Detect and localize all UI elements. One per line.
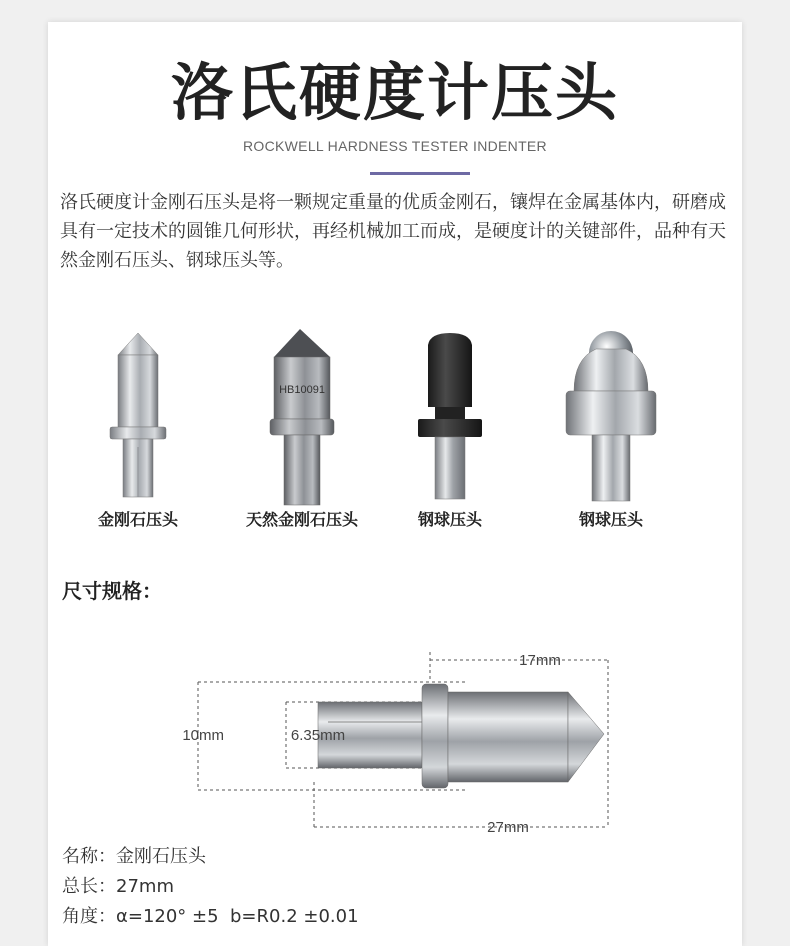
page-title: 洛氏硬度计压头: [170, 56, 619, 129]
dim-label-top-length: 17mm: [519, 652, 561, 669]
product-label-natural-diamond-indenter: 天然金刚石压头: [245, 510, 358, 529]
natural-diamond-indenter-icon: [232, 307, 372, 507]
dim-label-total-length: 27mm: [487, 819, 529, 832]
spec-name-value: 金刚石压头: [116, 846, 206, 867]
spec-length: [62, 872, 174, 898]
dimension-diagram: [168, 622, 628, 832]
spec-angle-value: α=120° ±5 b=R0.2 ±0.01: [116, 906, 359, 927]
diamond-indenter-icon: [68, 307, 208, 507]
product-image-steel-ball-indenter: [380, 307, 520, 507]
dim-label-shank-diameter: 6.35mm: [290, 727, 346, 744]
product-label-steel-ball-indenter-wide: 钢球压头: [578, 510, 643, 529]
spec-angle-label: 角度：: [62, 906, 116, 927]
spec-name: [62, 842, 206, 868]
page-subtitle: ROCKWELL HARDNESS TESTER INDENTER: [243, 138, 547, 154]
dimensions-heading: 尺寸规格：: [62, 579, 162, 603]
steel-ball-indenter-icon: [380, 307, 520, 507]
product-image-steel-ball-indenter-wide: [526, 307, 666, 507]
dim-label-outer-diameter: 10mm: [182, 727, 224, 744]
product-card: [48, 22, 742, 946]
product-image-diamond-indenter: [68, 307, 208, 507]
product-image-natural-diamond-indenter: [232, 307, 372, 507]
spec-length-value: 27mm: [116, 876, 174, 897]
spec-length-label: 总长：: [62, 876, 116, 897]
steel-ball-indenter-wide-icon: [526, 307, 696, 507]
product-description: 洛氏硬度计金刚石压头是将一颗规定重量的优质金刚石，镶焊在金属基体内，研磨成具有一定技术的圆锥几何形状，再经机械加工而成，是硬度计的关键部件，品种有天然金刚石压头、钢球压头等。: [60, 192, 726, 271]
spec-angle: [62, 902, 359, 928]
product-label-steel-ball-indenter: 钢球压头: [417, 510, 482, 529]
spec-name-label: 名称：: [62, 846, 116, 867]
title-underline: [370, 172, 470, 175]
product-label-diamond-indenter: 金刚石压头: [97, 510, 178, 529]
engraving-text: HB10091: [279, 384, 325, 396]
